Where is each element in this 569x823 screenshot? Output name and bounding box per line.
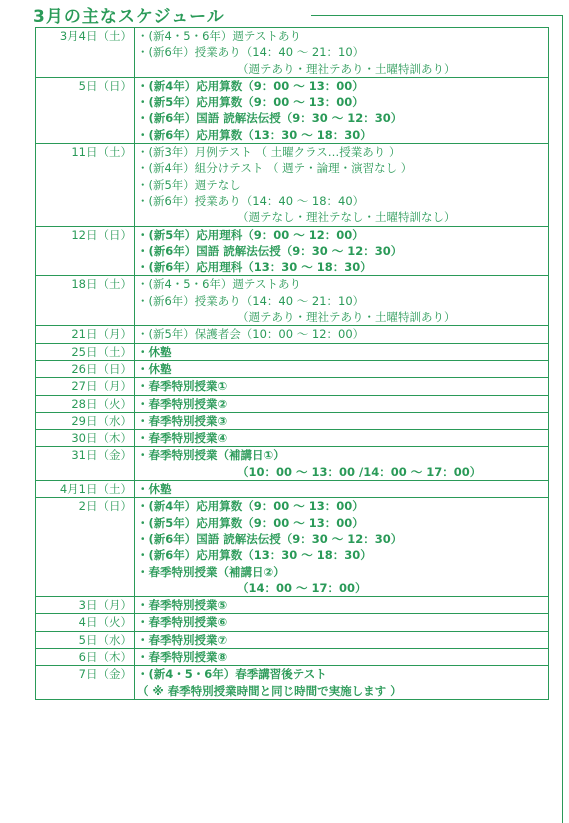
schedule-events [135,226,549,276]
schedule-row [36,77,549,143]
schedule-row [36,631,549,648]
event-line: ・(新5年）週テなし [137,177,241,192]
event-line: ・(新6年）応用算数（13：30 ～ 18：30） [137,548,372,563]
schedule-date: 31日（金） [36,447,135,481]
event-line: ・春季特別授業① [137,379,228,394]
schedule-row [36,447,549,481]
schedule-events [135,631,549,648]
event-line: （ ※ 春季特別授業時間と同じ時間で実施します ） [137,683,402,698]
schedule-date: 11日（土） [36,144,135,226]
schedule-events [135,614,549,631]
schedule-date: 29日（水） [36,412,135,429]
schedule-events [135,28,549,78]
event-line: ・(新4・5・6年）週テストあり [137,277,301,292]
event-line: ・春季特別授業② [137,396,228,411]
event-line: ・(新5年）応用理科（9：00 ～ 12：00） [137,227,364,242]
event-line: ・(新5年）保護者会（10：00 ～ 12：00） [137,327,365,342]
event-line: ・(新6年）授業あり（14：40 ～ 21：10） [137,45,365,60]
schedule-date: 4日（火） [36,614,135,631]
event-line: ・(新6年）応用理科（13：30 ～ 18：30） [137,260,372,275]
schedule-row [36,430,549,447]
schedule-events [135,326,549,343]
event-line: ・(新6年）国語 読解法伝授（9：30 ～ 12：30） [137,243,403,258]
schedule-events [135,360,549,377]
title-divider [311,15,563,16]
event-line: ・(新4年）応用算数（9：00 ～ 13：00） [137,499,364,514]
schedule-date: 4月1日（土） [36,481,135,498]
schedule-events [135,430,549,447]
schedule-row [36,360,549,377]
schedule-date: 18日（土） [36,276,135,326]
schedule-events [135,447,549,481]
schedule-row [36,395,549,412]
event-line: ・休塾 [137,344,172,359]
event-line: （週テなし・理社テなし・土曜特訓なし） [237,210,456,225]
page-title: 3月の主なスケジュール [33,7,225,27]
schedule-events [135,276,549,326]
schedule-date: 5日（水） [36,631,135,648]
schedule-row [36,614,549,631]
schedule-events [135,498,549,597]
event-line: ・春季特別授業③ [137,413,228,428]
schedule-events [135,648,549,665]
event-line: ・(新4・5・6年）週テストあり [137,29,301,43]
schedule-row [36,412,549,429]
event-line: ・休塾 [137,361,172,376]
event-line: ・(新4年）組分けテスト （ 週テ・論理・演習なし ） [137,161,413,176]
schedule-row [36,378,549,395]
event-line: ・(新5年）応用算数（9：00 ～ 13：00） [137,515,364,530]
schedule-row [36,276,549,326]
event-line: ・(新4年）応用算数（9：00 ～ 13：00） [137,78,364,93]
schedule-events [135,77,549,143]
schedule-date: 5日（日） [36,77,135,143]
schedule-date: 26日（日） [36,360,135,377]
schedule-events [135,412,549,429]
schedule-date: 3月4日（土） [36,28,135,78]
schedule-row [36,648,549,665]
schedule-date: 6日（木） [36,648,135,665]
side-divider [562,15,563,823]
schedule-row [36,343,549,360]
schedule-events [135,378,549,395]
schedule-date: 3日（月） [36,597,135,614]
event-line: ・(新6年）国語 読解法伝授（9：30 ～ 12：30） [137,111,403,126]
schedule-row [36,498,549,597]
schedule-date: 30日（木） [36,430,135,447]
schedule-date: 7日（金） [36,666,135,700]
event-line: ・休塾 [137,482,172,497]
event-line: ・(新5年）応用算数（9：00 ～ 13：00） [137,95,364,110]
schedule-events [135,481,549,498]
event-line: ・(新3年）月例テスト （ 土曜クラス…授業あり ） [137,145,401,160]
event-line: ・(新6年）授業あり（14：40 ～ 18：40） [137,193,365,208]
event-line: ・春季特別授業⑥ [137,615,228,630]
schedule-body [36,28,549,700]
schedule-date: 2日（日） [36,498,135,597]
schedule-events [135,597,549,614]
schedule-date: 21日（月） [36,326,135,343]
event-line: （14：00 ～ 17：00） [237,580,367,595]
event-line: ・春季特別授業（補講日①） [137,448,285,463]
schedule-row [36,226,549,276]
schedule-row [36,326,549,343]
schedule-events [135,395,549,412]
schedule-date: 25日（土） [36,343,135,360]
schedule-events [135,666,549,700]
schedule-date: 12日（日） [36,226,135,276]
event-line: ・春季特別授業（補講日②） [137,564,285,579]
event-line: ・(新6年）授業あり（14：40 ～ 21：10） [137,293,365,308]
event-line: （週テあり・理社テあり・土曜特訓あり） [237,310,456,325]
event-line: （10：00 ～ 13：00 /14：00 ～ 17：00） [237,464,482,479]
schedule-row [36,144,549,226]
event-line: ・春季特別授業⑤ [137,598,228,613]
schedule-row [36,481,549,498]
schedule-events [135,343,549,360]
schedule-row [36,666,549,700]
schedule-table [35,27,549,700]
schedule-events [135,144,549,226]
schedule-date: 27日（月） [36,378,135,395]
schedule-row [36,597,549,614]
event-line: ・(新6年）応用算数（13：30 ～ 18：30） [137,127,372,142]
event-line: （週テあり・理社テあり・土曜特訓あり） [237,61,456,76]
event-line: ・春季特別授業⑦ [137,632,228,647]
event-line: ・春季特別授業⑧ [137,649,228,664]
event-line: ・(新4・5・6年）春季講習後テスト [137,667,327,682]
schedule-row [36,28,549,78]
schedule-date: 28日（火） [36,395,135,412]
event-line: ・(新6年）国語 読解法伝授（9：30 ～ 12：30） [137,531,403,546]
event-line: ・春季特別授業④ [137,431,228,446]
